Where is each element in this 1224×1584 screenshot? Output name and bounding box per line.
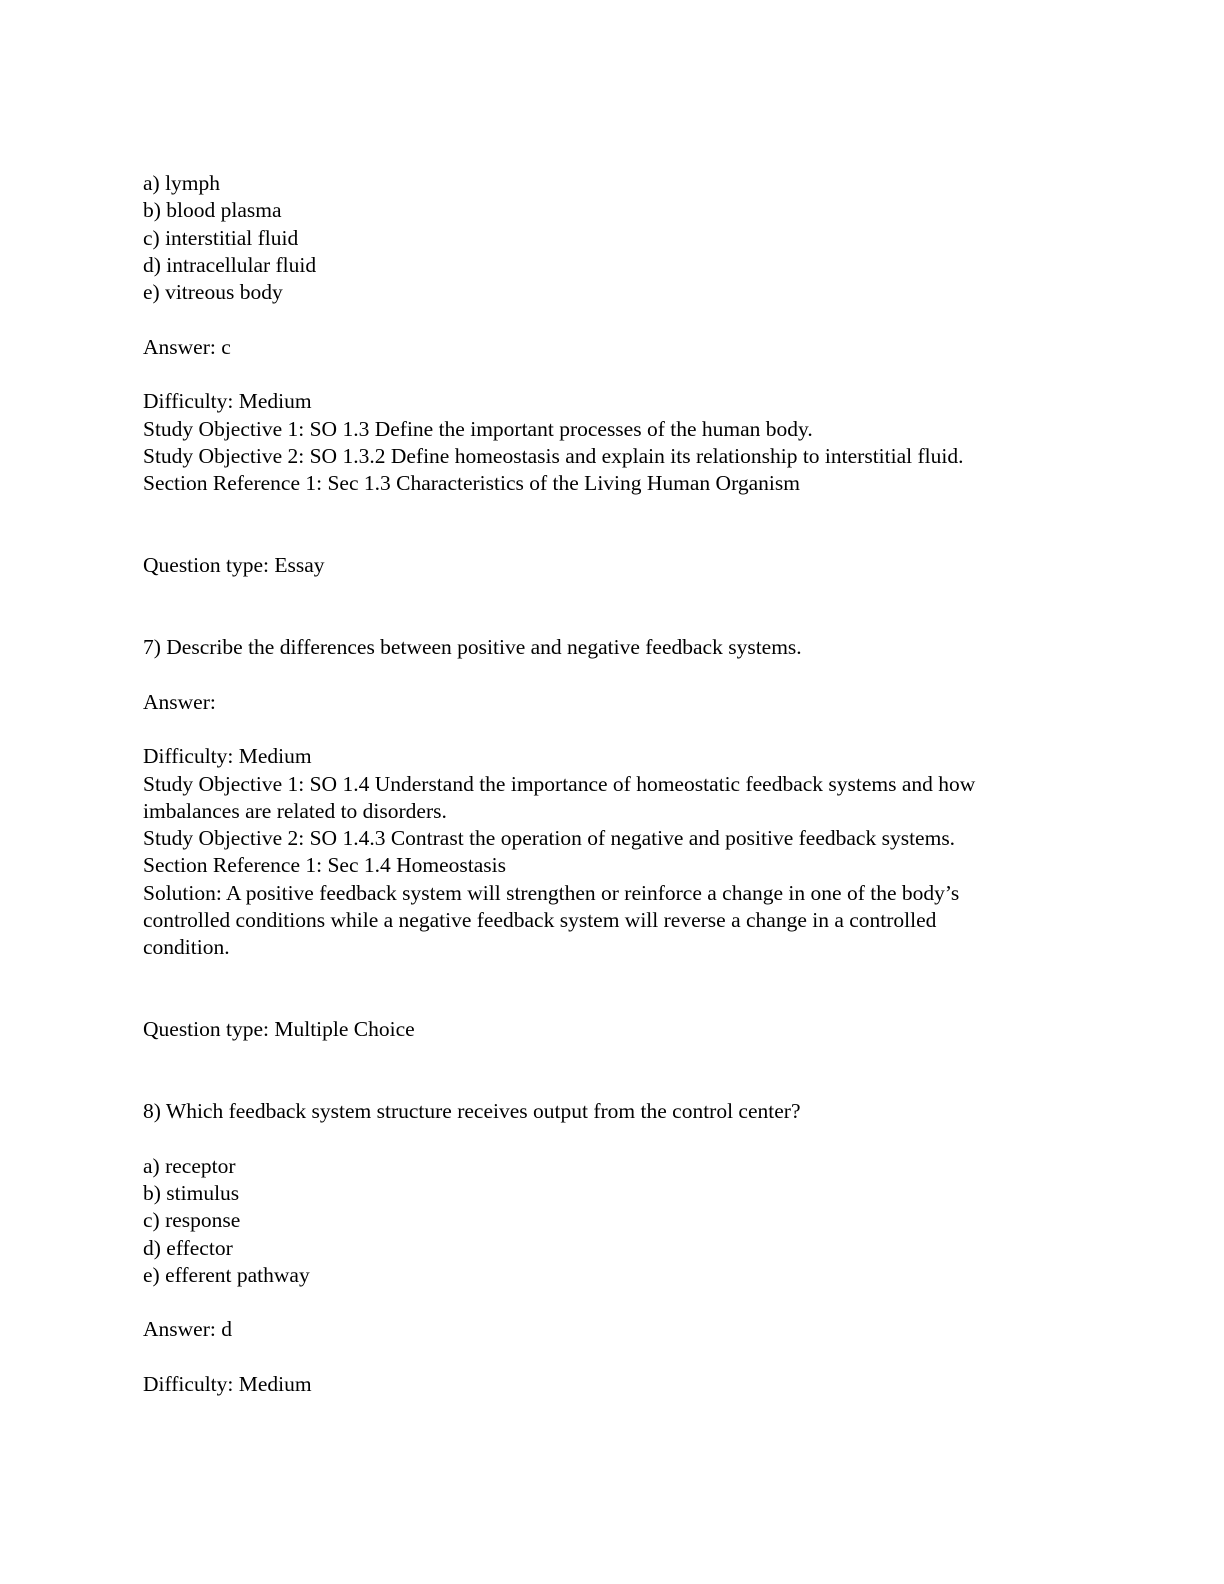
q6-study-objective-2: Study Objective 2: SO 1.3.2 Define homeostasis and explain its relationship to interstitial fluid. xyxy=(143,443,964,468)
q6-option-b: b) blood plasma xyxy=(143,198,282,223)
q6-difficulty: Difficulty: Medium xyxy=(143,389,312,414)
q6-section-reference-1: Section Reference 1: Sec 1.3 Characteristics of the Living Human Organism xyxy=(143,471,800,496)
q8-question: 8) Which feedback system structure receives output from the control center? xyxy=(143,1099,801,1124)
q6-option-a: a) lymph xyxy=(143,171,221,195)
q6-option-c: c) interstitial fluid xyxy=(143,225,299,250)
q6-answer: Answer: c xyxy=(143,334,231,359)
q8-option-e: e) efferent pathway xyxy=(143,1262,310,1287)
q7-solution: Solution: A positive feedback system will strengthen or reinforce a change in one of the body’s xyxy=(143,880,960,905)
q8-question-type: Question type: Multiple Choice xyxy=(143,1017,415,1042)
q8-option-c: c) response xyxy=(143,1208,241,1233)
q7-metadata xyxy=(143,743,1083,961)
q6-option-d: d) intracellular fluid xyxy=(143,252,317,277)
q8-option-b: b) stimulus xyxy=(143,1180,240,1205)
q8-answer: Answer: d xyxy=(143,1317,232,1342)
q7-section-reference-1: Section Reference 1: Sec 1.4 Homeostasis xyxy=(143,853,507,878)
q6-options xyxy=(143,170,1083,306)
document-page xyxy=(143,170,1083,1398)
q7-difficulty: Difficulty: Medium xyxy=(143,744,312,769)
q7-study-objective-2: Study Objective 2: SO 1.4.3 Contrast the operation of negative and positive feedback systems. xyxy=(143,826,956,851)
q7-solution-cont-1: controlled conditions while a negative feedback system will reverse a change in a controlled xyxy=(143,908,937,933)
q8-options xyxy=(143,1153,1083,1289)
q7-question: 7) Describe the differences between positive and negative feedback systems. xyxy=(143,635,802,660)
q7-answer: Answer: xyxy=(143,689,216,714)
q7-question-type: Question type: Essay xyxy=(143,553,325,578)
q6-option-e: e) vitreous body xyxy=(143,280,283,305)
q6-metadata xyxy=(143,388,1083,497)
q6-study-objective-1: Study Objective 1: SO 1.3 Define the important processes of the human body. xyxy=(143,416,813,441)
q8-option-a: a) receptor xyxy=(143,1153,236,1178)
q7-solution-cont-2: condition. xyxy=(143,935,230,960)
q7-study-objective-1: Study Objective 1: SO 1.4 Understand the importance of homeostatic feedback systems and how xyxy=(143,771,976,796)
q8-difficulty: Difficulty: Medium xyxy=(143,1372,312,1397)
q8-option-d: d) effector xyxy=(143,1235,233,1260)
q7-study-objective-1-cont: imbalances are related to disorders. xyxy=(143,798,447,823)
